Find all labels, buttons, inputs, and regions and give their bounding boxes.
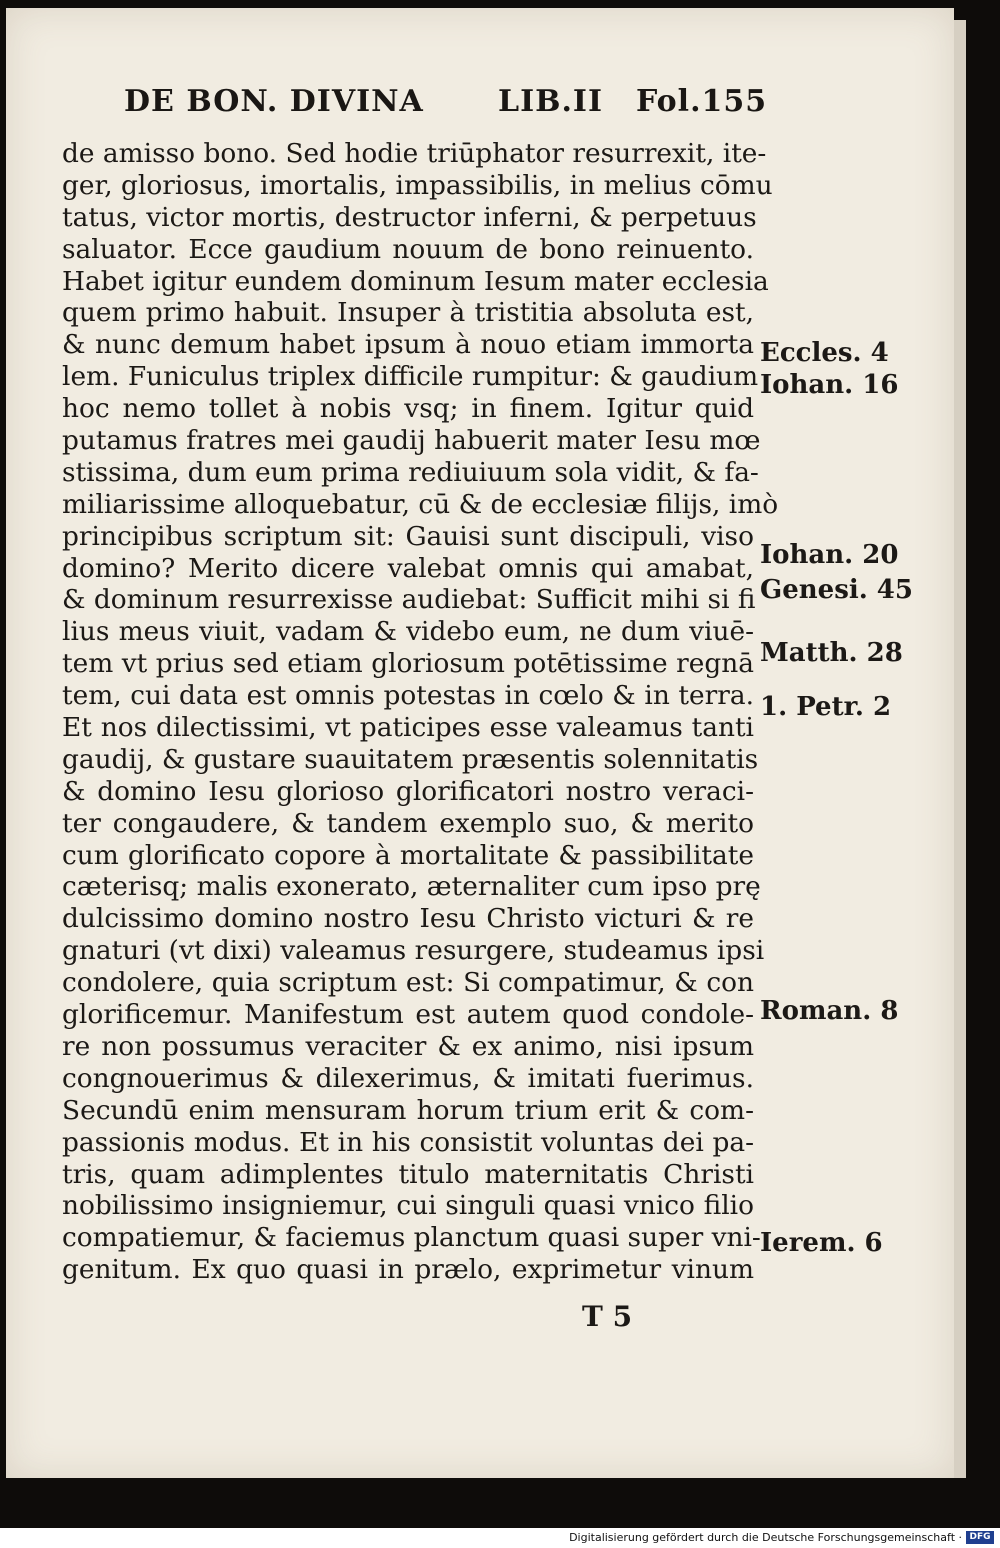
text-line: putamus fratres mei gaudij habuerit mater Iesu mœ — [62, 425, 761, 457]
text-line: dulcissimo domino nostro Iesu Christo victuri & re — [62, 903, 754, 935]
margin-note: Iohan. 16 — [760, 370, 899, 400]
text-line: saluator. Ecce gaudium nouum de bono reinuento. — [62, 233, 754, 265]
text-line: hoc nemo tollet à nobis vsq; in finem. Igitur quid — [62, 393, 754, 425]
text-line: & domino Iesu glorioso glorificatori nostro veraci- — [62, 775, 754, 807]
dfg-logo: DFG — [966, 1531, 994, 1544]
text-line: miliarissime alloquebatur, cū & de ecclesiæ filijs, imò — [62, 488, 779, 520]
text-line: gaudij, & gustare suauitatem præsentis solennitatis — [62, 743, 759, 775]
header-title: DE BON. DIVINA — [124, 84, 424, 119]
text-line: cæterisq; malis exonerato, æternaliter cum ipso prę — [62, 871, 761, 903]
text-line: tem vt prius sed etiam gloriosum potētissime regnā — [62, 648, 754, 680]
margin-note: 1. Petr. 2 — [760, 692, 892, 722]
text-line: ter congaudere, & tandem exemplo suo, & merito — [62, 807, 754, 839]
text-line: tatus, victor mortis, destructor inferni, & perpetuus — [62, 201, 757, 233]
text-line: passionis modus. Et in his consistit voluntas dei pa- — [62, 1126, 754, 1158]
text-line: re non possumus veraciter & ex animo, nisi ipsum — [62, 1030, 754, 1062]
text-line: gnaturi (vt dixi) valeamus resurgere, studeamus ipsi — [62, 935, 765, 967]
text-line: domino? Merito dicere valebat omnis qui amabat, — [62, 552, 754, 584]
text-line: Secundū enim mensuram horum trium erit & com- — [62, 1094, 754, 1126]
text-line: principibus scriptum sit: Gauisi sunt discipuli, viso — [62, 520, 754, 552]
running-header — [124, 84, 768, 124]
text-line: condolere, quia scriptum est: Si compatimur, & con — [62, 967, 754, 999]
margin-note: Iohan. 20 — [760, 540, 899, 570]
text-line: de amisso bono. Sed hodie triūphator resurrexit, ite- — [62, 138, 767, 169]
header-folio: Fol.155 — [636, 84, 768, 119]
margin-note: Roman. 8 — [760, 996, 899, 1026]
body-text — [62, 138, 779, 1286]
margin-note: Ierem. 6 — [760, 1228, 883, 1258]
text-line: quem primo habuit. Insuper à tristitia absoluta est, — [62, 297, 754, 329]
text-line: congnouerimus & dilexerimus, & imitati fuerimus. — [62, 1062, 754, 1094]
margin-note: Genesi. 45 — [760, 575, 913, 605]
text-line: compatiemur, & faciemus planctum quasi super vni- — [62, 1222, 761, 1254]
signature-mark: T 5 — [582, 1300, 633, 1333]
text-line: & nunc demum habet ipsum à nouo etiam immorta — [62, 329, 754, 361]
funding-credit: Digitalisierung gefördert durch die Deutsche Forschungsgemeinschaft · — [569, 1531, 962, 1544]
text-line: nobilissimo insigniemur, cui singuli quasi vnico filio — [62, 1190, 754, 1222]
text-line: glorificemur. Manifestum est autem quod condole- — [62, 999, 754, 1031]
text-line: Et nos dilectissimi, vt paticipes esse valeamus tanti — [62, 712, 754, 744]
text-line: tris, quam adimplentes titulo maternitatis Christi — [62, 1158, 754, 1190]
text-line: & dominum resurrexisse audiebat: Sufficit mihi si fi — [62, 584, 756, 616]
footer-bar — [0, 1528, 1000, 1548]
text-line: ger, gloriosus, imortalis, impassibilis, in melius cōmu — [62, 169, 773, 201]
text-line: stissima, dum eum prima rediuiuum sola vidit, & fa- — [62, 456, 759, 488]
text-line: lem. Funiculus triplex difficile rumpitur: & gaudium — [62, 361, 759, 393]
page-edge — [954, 20, 966, 1478]
text-line: genitum. Ex quo quasi in prælo, exprimetur vinum — [62, 1254, 754, 1286]
text-line: Habet igitur eundem dominum Iesum mater ecclesia — [62, 265, 769, 297]
text-line: tem, cui data est omnis potestas in cœlo & in terra. — [62, 680, 754, 712]
header-book: LIB.II — [498, 84, 603, 119]
text-line: lius meus viuit, vadam & videbo eum, ne dum viuē- — [62, 616, 754, 648]
margin-note: Eccles. 4 — [760, 338, 889, 368]
text-line: cum glorificato copore à mortalitate & passibilitate — [62, 839, 754, 871]
margin-note: Matth. 28 — [760, 638, 903, 668]
